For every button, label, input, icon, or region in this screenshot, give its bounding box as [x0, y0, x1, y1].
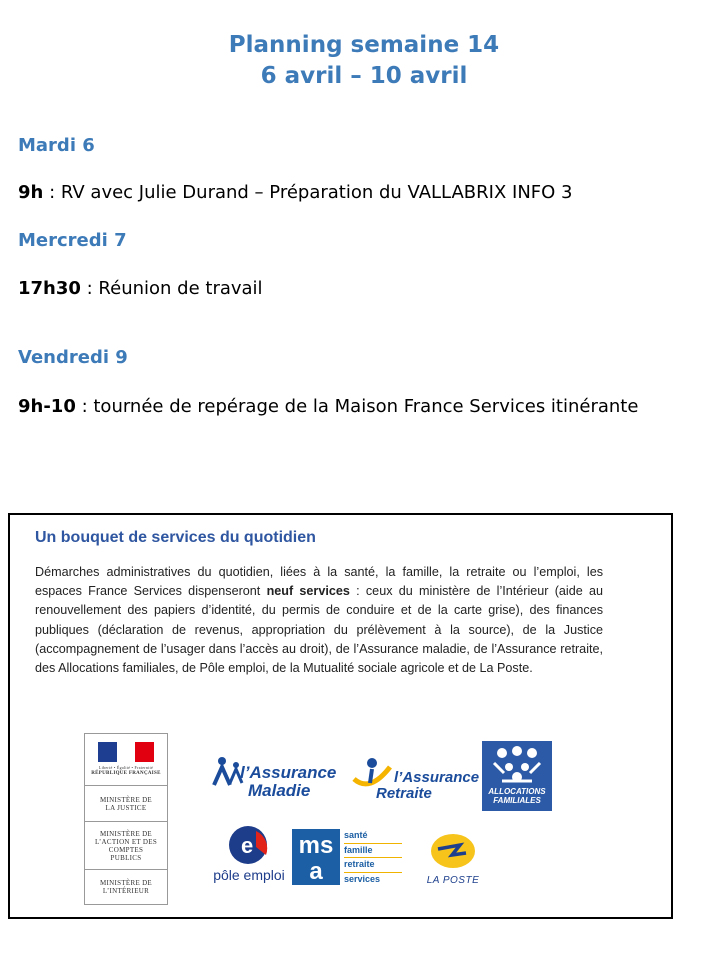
assurance-maladie-line1: l’Assurance — [240, 763, 337, 782]
svg-text:e: e — [241, 833, 254, 858]
caf-line2: FAMILIALES — [493, 796, 541, 805]
insert-title: Un bouquet de services du quotidien — [35, 529, 316, 546]
ministere-comptes-publics: MINISTÈRE DE L’ACTION ET DES COMPTES PUBLICS — [85, 822, 167, 870]
insert-text-end: : ceux du ministère de l’Intérieur (aide au renouvellement des papiers d’identité, du permis de conduire et de la carte grise), des finances publiques (déclaration de revenus, appropriation du prélèvement à la source), de la Justice (accompagnement de l’usager dans l’accès au droit), de l’Assurance maladie, de l’Assurance retraite, des Allocations familiales, de Pôle emploi, de la Mutualité sociale agricole et de La Poste. — [35, 584, 603, 676]
msa-tagline — [344, 829, 402, 886]
day-heading-vendredi: Vendredi 9 — [18, 347, 128, 368]
insert-paragraph — [35, 563, 603, 678]
caf-figures-icon — [482, 743, 552, 789]
event-time: 17h30 — [18, 278, 81, 299]
day-heading-mardi: Mardi 6 — [18, 135, 95, 156]
ministeres-logo — [84, 733, 168, 905]
pole-emploi-circle-icon — [226, 825, 270, 865]
la-poste-bird-icon — [428, 833, 478, 873]
msa-letters: msa — [292, 829, 340, 885]
title-line-week: Planning semaine 14 — [228, 32, 500, 58]
event-vendredi — [18, 396, 638, 417]
la-poste-logo — [418, 833, 488, 889]
msa-logo — [292, 829, 404, 885]
pole-emploi-text: pôle emploi — [213, 867, 285, 883]
republique-francaise-logo — [85, 734, 167, 786]
allocations-familiales-logo — [482, 741, 552, 811]
marianne-flag-icon — [98, 742, 154, 762]
rf-motto: Liberté • Égalité • Fraternité — [98, 765, 154, 770]
day-heading-mercredi: Mercredi 7 — [18, 230, 127, 251]
pole-emploi-logo — [204, 825, 294, 891]
assurance-retraite-line1: l’Assurance — [394, 769, 480, 786]
assurance-maladie-logo — [208, 743, 338, 805]
event-time: 9h — [18, 182, 44, 203]
event-time: 9h-10 — [18, 396, 76, 417]
caf-line1: ALLOCATIONS — [488, 787, 546, 796]
caf-text — [482, 787, 552, 805]
rf-name: RÉPUBLIQUE FRANÇAISE — [91, 771, 161, 776]
france-services-insert — [8, 513, 673, 919]
msa-line3: retraite — [344, 858, 402, 873]
assurance-maladie-line2: Maladie — [248, 781, 311, 800]
msa-line2: famille — [344, 844, 402, 859]
event-text: : Réunion de travail — [80, 278, 263, 299]
title-line-dates: 6 avril – 10 avril — [260, 63, 468, 89]
event-text: : tournée de repérage de la Maison France Services itinérante — [75, 396, 639, 417]
msa-line4: services — [344, 873, 381, 884]
insert-text-start: Démarches administratives du quotidien, liées à la santé, la famille, la retraite ou l’emploi, les espaces France Services dispenseront — [35, 565, 603, 599]
event-text: : RV avec Julie Durand – Préparation du VALLABRIX INFO 3 — [43, 182, 573, 203]
event-mardi — [18, 182, 572, 203]
ministere-interieur: MINISTÈRE DE L’INTÉRIEUR — [99, 879, 152, 895]
ministere-justice: MINISTÈRE DE LA JUSTICE — [85, 786, 167, 822]
la-poste-text: LA POSTE — [426, 875, 480, 886]
assurance-retraite-logo — [350, 747, 480, 807]
insert-text-bold: neuf services — [266, 584, 350, 599]
assurance-retraite-line2: Retraite — [376, 785, 432, 802]
event-mercredi — [18, 278, 263, 299]
msa-line1: santé — [344, 829, 402, 844]
